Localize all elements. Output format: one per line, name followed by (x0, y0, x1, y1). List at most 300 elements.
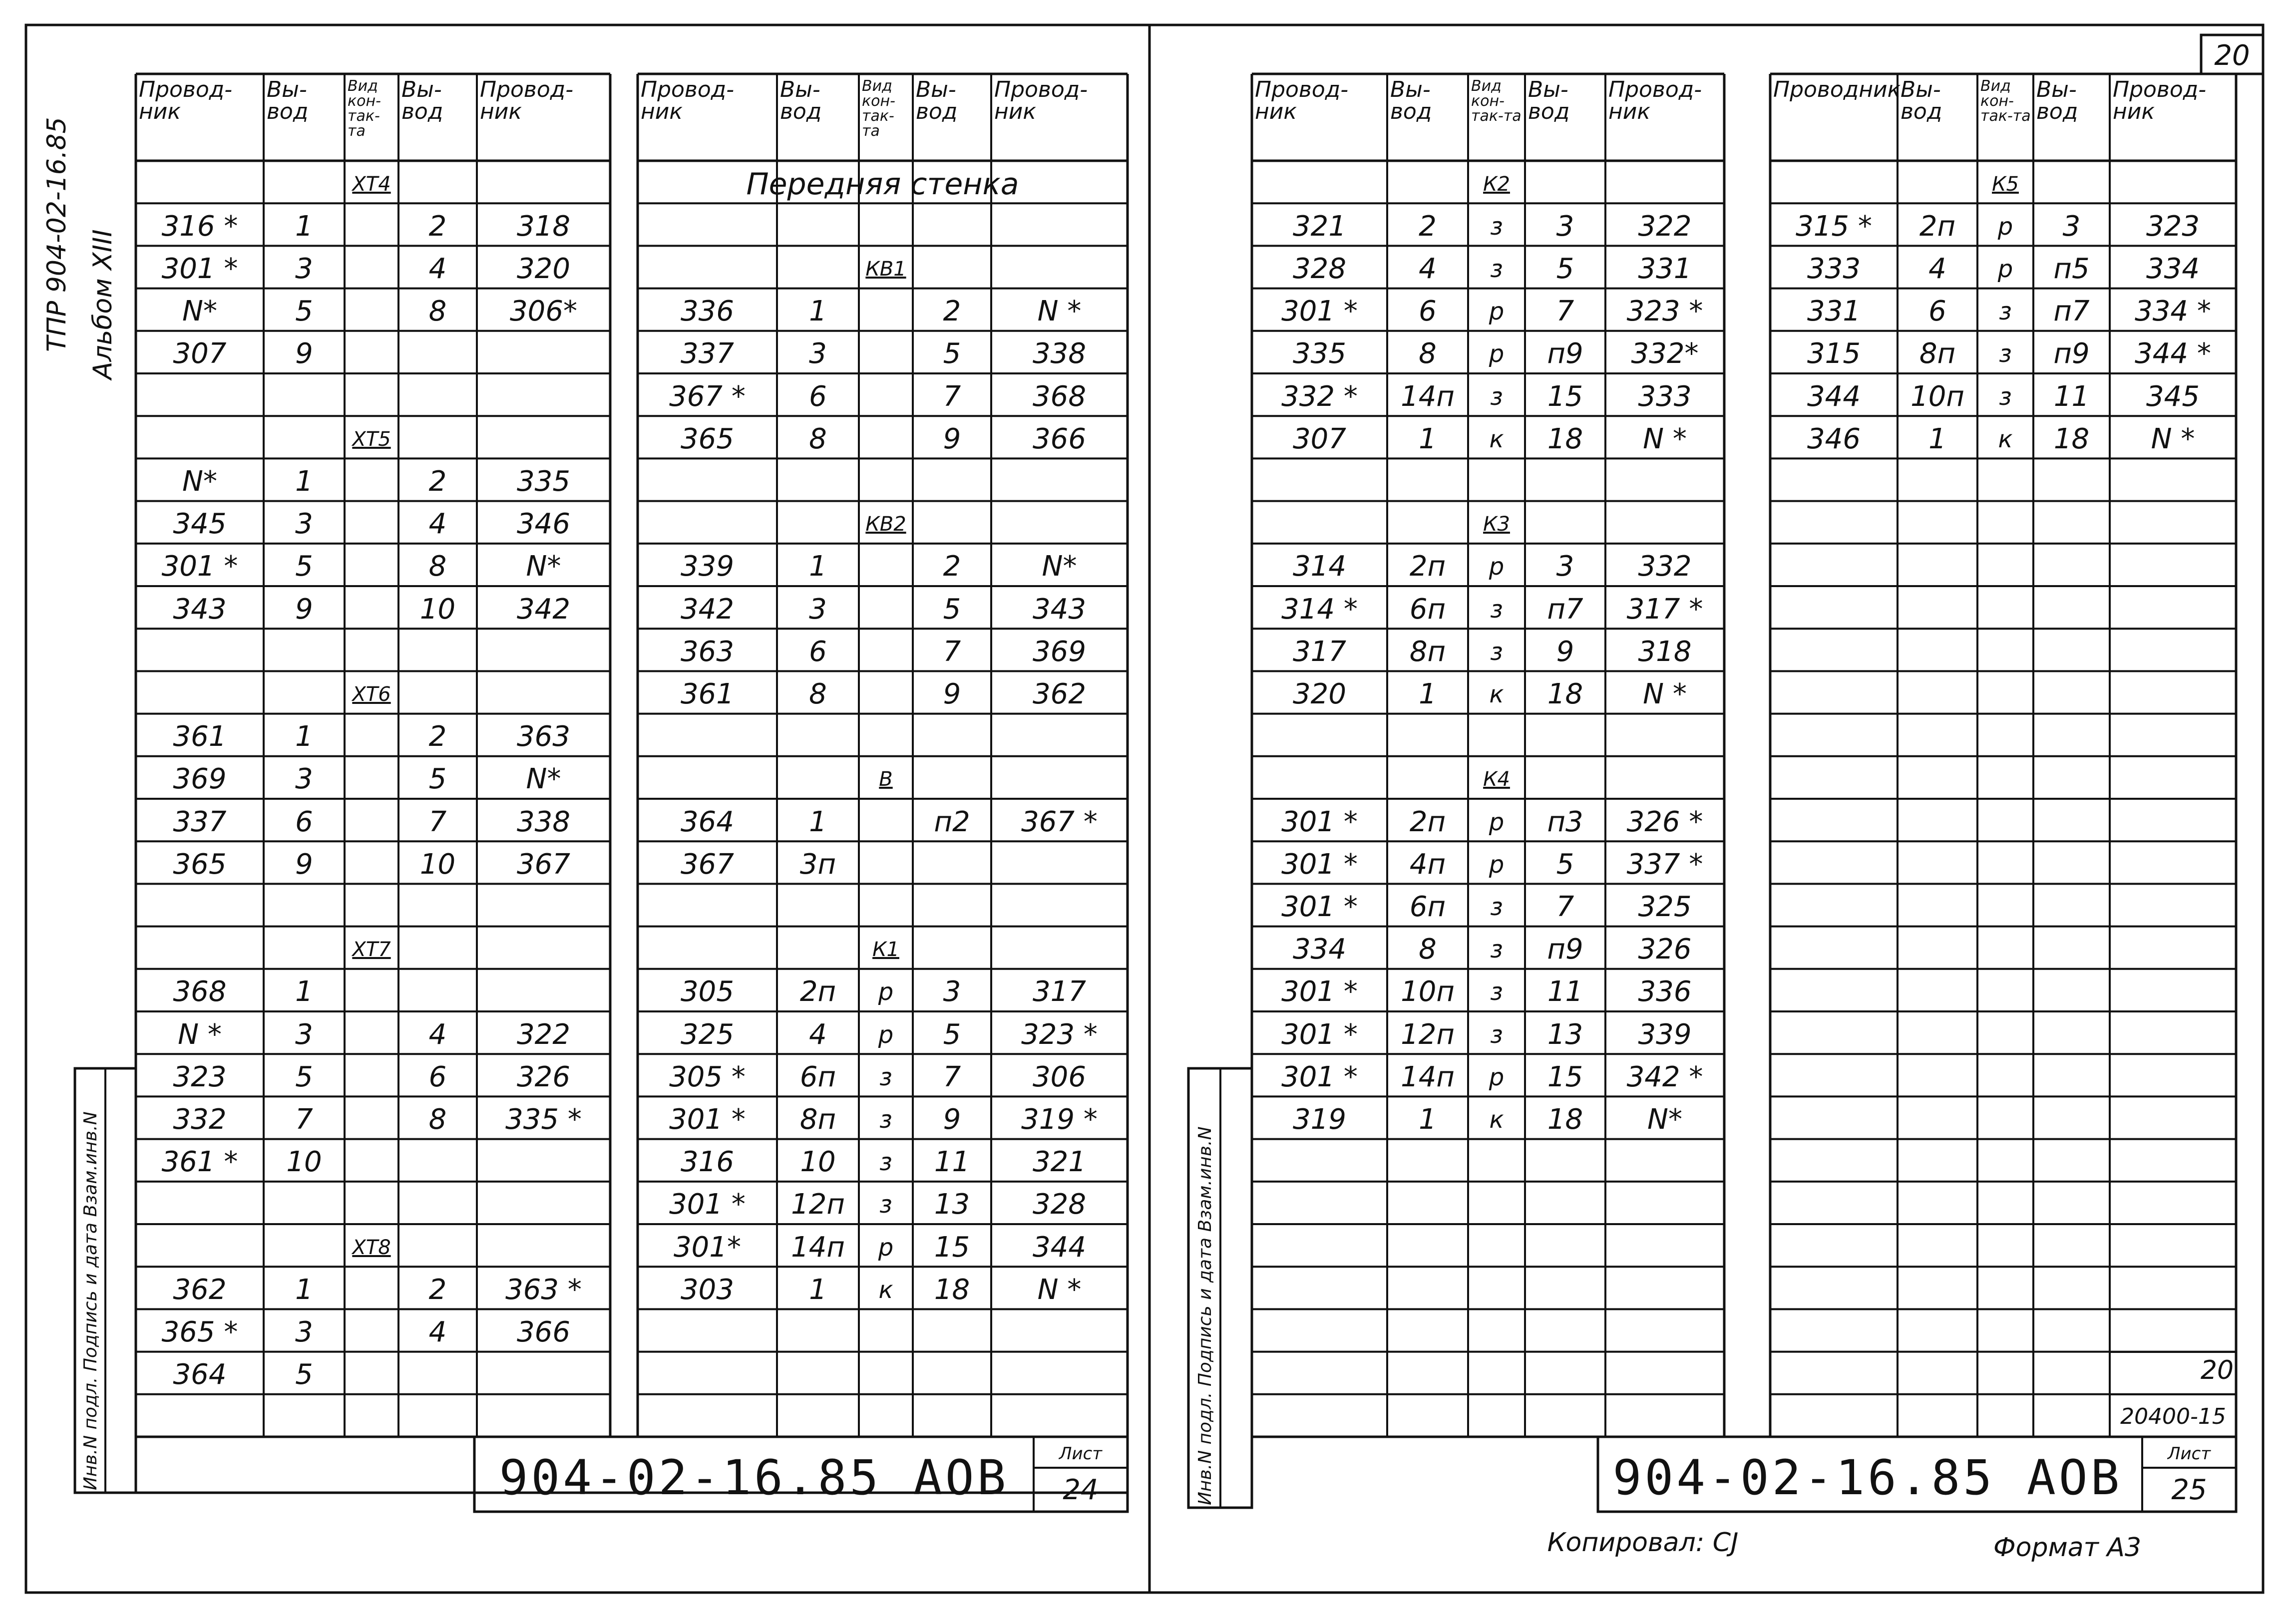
left-sheet-table-2-cell: 6 (809, 380, 827, 413)
right-sheet-table-1-cell: 15 (1547, 1060, 1583, 1093)
left-sheet-table-1-cell: 338 (517, 805, 570, 838)
right-sheet-table-2-header-4: Вы-вод (2036, 77, 2078, 124)
left-sheet-table-2-cell: 362 (1033, 678, 1086, 710)
right-sheet-table-1-cell: 337 * (1626, 848, 1703, 881)
left-sheet-table-2-cell: 321 (1033, 1146, 1086, 1179)
left-sheet-table-2-cell: 7 (943, 380, 961, 413)
left-sheet-table-2-cell: N* (1042, 550, 1077, 583)
left-sheet-table-2-cell: 14п (791, 1231, 845, 1264)
right-sheet-table-1-cell: р (1489, 808, 1505, 836)
left-sheet-table-2-header-2: Вы-вод (780, 77, 822, 124)
left-sheet-table-2-cell: з (879, 1191, 892, 1219)
left-sheet-table-2-cell: 9 (943, 1103, 961, 1136)
right-sheet-table-2-cell: 334 * (2135, 295, 2211, 328)
right-sheet-table-1-cell: к (1489, 680, 1504, 708)
left-sheet-table-1-cell: 5 (295, 295, 313, 328)
right-sheet-table-1-cell: 2п (1409, 805, 1446, 838)
right-sheet-table-1-cell: р (1489, 340, 1505, 368)
left-sheet-table-2-cell: 305 (681, 975, 734, 1008)
right-sheet-table-2-cell: 331 (1807, 295, 1861, 328)
right-sheet-table-2-cell: п9 (2053, 337, 2090, 370)
left-sheet-table-1-cell: 346 (517, 508, 570, 541)
right-sheet-table-1-cell: 18 (1547, 1103, 1583, 1136)
right-sheet-table-1-header-3: Вид кон-так-та (1471, 77, 1522, 125)
right-sheet-table-1-section-label: К4 (1483, 768, 1510, 791)
left-sheet-table-1-cell: N* (182, 465, 217, 498)
right-sheet-table-1-cell: 334 (1293, 933, 1346, 966)
right-sheet-table-2-cell: 333 (1807, 253, 1861, 285)
right-sheet-table-1-cell: р (1489, 850, 1505, 879)
right-sheet-table-1-cell: 11 (1547, 975, 1583, 1008)
left-sheet-table-2-section-title: Передняя стенка (746, 166, 1019, 202)
left-sheet-table-1-cell: 301 * (161, 550, 238, 583)
left-sheet-table-1-cell: 365 * (161, 1316, 238, 1348)
left-sheet-table-2-cell: 15 (934, 1231, 970, 1264)
left-sheet-table-1-cell: 5 (295, 1358, 313, 1391)
left-sheet-table-1-cell: 367 (517, 848, 570, 881)
left-sheet-table-2-cell: 3 (943, 975, 961, 1008)
right-sheet-table-1-header-5: Провод-ник (1608, 77, 1702, 124)
left-sheet-table-1-cell: 307 (173, 337, 227, 370)
right-sheet-table-1-cell: 301 * (1281, 975, 1358, 1008)
right-sheet-table-1-cell: 8 (1419, 933, 1437, 966)
left-side-stamp: Инв.N подл. Подпись и дата Взам.инв.N (80, 1111, 101, 1490)
left-sheet-table-2-section-label: К1 (872, 938, 899, 962)
left-sheet-table-2-cell: п2 (934, 805, 970, 838)
right-sheet-table-1-cell: 7 (1556, 891, 1574, 923)
left-sheet-table-2-cell: 365 (681, 422, 734, 455)
left-sheet-table-2-cell: 361 (681, 678, 734, 710)
right-sheet-table-2-cell: з (1999, 382, 2012, 411)
left-list-number: 24 (1063, 1474, 1099, 1506)
left-sheet-table-2-cell: 364 (681, 805, 734, 838)
left-sheet-table-1-section-label: XT6 (352, 683, 391, 706)
right-sheet-table-1-cell: 1 (1419, 1103, 1437, 1136)
left-sheet-table-2-cell: 3 (809, 593, 827, 626)
left-sheet-table-2-cell: 5 (943, 337, 961, 370)
left-sheet-table-1-cell: 335 * (505, 1103, 582, 1136)
right-sheet-table-1-cell: 8п (1409, 635, 1446, 668)
left-sheet-table-1-header-4: Вы-вод (401, 77, 443, 124)
left-sheet-table-1-cell: 1 (295, 210, 313, 243)
right-sheet-table-1-cell: п7 (1547, 593, 1583, 626)
left-sheet-table-1-cell: 1 (295, 975, 313, 1008)
left-sheet-table-1-cell: 3 (295, 763, 313, 796)
left-sheet-table-2-cell: 8п (799, 1103, 836, 1136)
left-sheet-table-1-cell: 6 (428, 1060, 447, 1093)
right-sheet-table-1-cell: 317 * (1626, 593, 1703, 626)
left-sheet-table-2-cell: 2п (799, 975, 836, 1008)
left-sheet-table-1-header-5: Провод-ник (480, 77, 574, 124)
right-sheet-table-1-cell: з (1490, 1020, 1503, 1049)
right-sheet-table-2-cell: 344 (1807, 380, 1861, 413)
left-sheet-table-1-cell: 4 (428, 1018, 447, 1051)
left-sheet-table-2-cell: 3 (809, 337, 827, 370)
left-sheet-table-2-cell: 7 (943, 1060, 961, 1093)
left-sheet-table-1-cell: 369 (173, 763, 227, 796)
left-sheet-table-1-cell: 1 (295, 465, 313, 498)
right-sheet-table-2-cell: 6 (1928, 295, 1946, 328)
left-sheet-table-2-cell: 10 (800, 1146, 836, 1179)
left-sheet-table-2-cell: 306 (1033, 1060, 1086, 1093)
left-sheet-table-2-header-4: Вы-вод (916, 77, 958, 124)
right-sheet-table-2-cell: N * (2151, 422, 2195, 455)
left-sheet-table-2-section-label: КВ1 (865, 258, 906, 281)
right-sheet-table-1-cell: 319 (1293, 1103, 1346, 1136)
left-sheet-table-2-cell: 1 (809, 550, 827, 583)
right-sheet-table-1-cell: 301 * (1281, 1018, 1358, 1051)
left-sheet-table-1-cell: 6 (295, 805, 313, 838)
left-sheet-table-2-cell: 7 (943, 635, 961, 668)
right-sheet-table-2-header-3: Вид кон-так-та (1980, 77, 2031, 125)
left-sheet-table-1-cell: 318 (517, 210, 570, 243)
right-sheet-table-2-cell: 10п (1910, 380, 1964, 413)
left-sheet-table-1-cell: 3 (295, 1316, 313, 1348)
right-sheet-table-1-cell: 322 (1638, 210, 1692, 243)
sheet-number: 20 (2214, 39, 2250, 72)
right-sheet-table-1-cell: 6п (1409, 593, 1446, 626)
right-sheet-table-1-cell: з (1490, 382, 1503, 411)
right-sheet-table-1-header-1: Провод-ник (1255, 77, 1349, 124)
left-sheet-table-2-cell: 9 (943, 422, 961, 455)
right-sheet-table-1-cell: з (1490, 978, 1503, 1006)
left-sheet-table-2-cell: 3п (799, 848, 836, 881)
left-sheet-table-1-cell: N * (178, 1018, 222, 1051)
left-side-title: ТПР 904-02-16.85 (42, 117, 72, 352)
left-sheet-table-1-cell: 3 (295, 1018, 313, 1051)
left-sheet-table-1-cell: 1 (295, 720, 313, 753)
left-sheet-table-1-cell: 8 (428, 550, 447, 583)
right-sheet-table-1-cell: 8 (1419, 337, 1437, 370)
left-sheet-table-1-cell: 363 (517, 720, 570, 753)
right-sheet-table-1-cell: 18 (1547, 678, 1583, 710)
left-sheet-table-1-cell: 3 (295, 508, 313, 541)
left-sheet-table-2-header-3: Вид кон-так-та (862, 77, 895, 140)
right-sheet-table-1-cell: з (1490, 936, 1503, 964)
left-sheet-table-1-cell: 10 (419, 848, 456, 881)
right-sheet-table-2-cell: р (1997, 212, 2013, 241)
sheet-border (26, 25, 2263, 1593)
left-sheet-table-2-cell: 367 * (669, 380, 746, 413)
left-sheet-table-2-cell: 8 (809, 678, 827, 710)
right-sheet-table-1-cell: 7 (1556, 295, 1574, 328)
right-sheet-table-2-cell: 1 (1928, 422, 1946, 455)
right-sheet-table-1-cell: 2 (1419, 210, 1437, 243)
left-sheet-table-2-cell: 5 (943, 1018, 961, 1051)
right-sheet-table-1-section-label: К2 (1483, 172, 1510, 196)
left-sheet-table-2-cell: 5 (943, 593, 961, 626)
left-sheet-table-1-cell: 364 (173, 1358, 227, 1391)
right-sheet-table-1-cell: 307 (1293, 422, 1346, 455)
right-sheet-table-1-cell: 5 (1556, 848, 1574, 881)
left-sheet-table-2-cell: 2 (943, 295, 961, 328)
copied-label: Копировал: СЈ (1547, 1528, 1739, 1558)
right-sheet-table-2-cell: 344 * (2135, 337, 2211, 370)
left-sheet-table-1-cell: 2 (428, 465, 447, 498)
right-sheet-table-1-cell: 325 (1638, 891, 1692, 923)
right-sheet-table-1-cell: 1 (1419, 678, 1437, 710)
left-sheet-table-2-cell: з (879, 1106, 892, 1134)
right-sheet-table-1-cell: N* (1647, 1103, 1682, 1136)
left-sheet-table-1-cell: 5 (295, 1060, 313, 1093)
right-sheet-table-2-cell: 323 (2146, 210, 2200, 243)
right-sheet-table-1-cell: 301 * (1281, 1060, 1358, 1093)
left-sheet-table-1-cell: 366 (517, 1316, 570, 1348)
left-sheet-table-1-cell: 342 (517, 593, 570, 626)
left-sheet-table-2-cell: 301 * (669, 1103, 746, 1136)
right-side-stamp: Инв.N подл. Подпись и дата Взам.инв.N (1195, 1126, 1215, 1505)
left-sheet-table-2-cell: 339 (681, 550, 734, 583)
right-small-number: 20 (2200, 1355, 2234, 1385)
right-sheet-table-2-cell: з (1999, 298, 2012, 326)
right-sheet-table-1-cell: 318 (1638, 635, 1692, 668)
right-sheet-table-1-cell: 332 * (1281, 380, 1358, 413)
left-sheet-table-2-cell: 1 (809, 295, 827, 328)
right-sheet-table-1-cell: 1 (1419, 422, 1437, 455)
left-sheet-table-2-cell: 317 (1033, 975, 1086, 1008)
left-sheet-table-2-cell: р (878, 1020, 894, 1049)
right-sheet-table-1-cell: 2п (1409, 550, 1446, 583)
right-sheet-table-2-cell: 2п (1919, 210, 1956, 243)
right-sheet-table-1-cell: 339 (1638, 1018, 1692, 1051)
right-sheet-table-1-cell: 301 * (1281, 805, 1358, 838)
left-sheet-table-1-cell: 368 (173, 975, 227, 1008)
archive-number: 20400-15 (2120, 1404, 2226, 1429)
left-sheet-table-1-cell: 301 * (161, 253, 238, 285)
right-sheet-table-2-cell: 334 (2146, 253, 2200, 285)
left-sheet-table-1-cell: 9 (295, 593, 313, 626)
left-sheet-table-1-cell: 361 (173, 720, 227, 753)
right-sheet-table-2-cell: 315 (1807, 337, 1861, 370)
right-sheet-table-1-cell: з (1490, 212, 1503, 241)
left-sheet-table-2-cell: N * (1037, 295, 1082, 328)
left-sheet-table-1-cell: 306* (510, 295, 577, 328)
right-sheet-table-1-cell: 333 (1638, 380, 1692, 413)
left-sheet-table-2-cell: 13 (934, 1188, 970, 1221)
right-sheet-table-1-cell: 314 (1293, 550, 1346, 583)
right-sheet-table-1-cell: 336 (1638, 975, 1692, 1008)
right-sheet-table-1-cell: 335 (1293, 337, 1346, 370)
right-sheet-table-1-cell: 301 * (1281, 295, 1358, 328)
left-sheet-table-1-cell: 332 (173, 1103, 227, 1136)
left-sheet-table-1-cell: N* (526, 763, 561, 796)
right-sheet-table-1-cell: к (1489, 1106, 1504, 1134)
left-sheet-table-2-cell: 8 (809, 422, 827, 455)
left-sheet-table-2-header-1: Провод-ник (641, 77, 735, 124)
right-list-number: 25 (2171, 1474, 2207, 1506)
left-sheet-table-1-cell: 2 (428, 1273, 447, 1306)
left-sheet-table-2-cell: з (879, 1148, 892, 1177)
left-list-label: Лист (1059, 1444, 1103, 1464)
left-sheet-table-2-cell: 325 (681, 1018, 734, 1051)
left-sheet-table-1-cell: 1 (295, 1273, 313, 1306)
left-sheet-table-2-section-label: КВ2 (865, 513, 906, 536)
right-sheet-table-1-cell: р (1489, 1063, 1505, 1091)
right-sheet-table-1-cell: к (1489, 425, 1504, 453)
left-sheet-table-1-cell: 2 (428, 210, 447, 243)
right-sheet-table-1-cell: 4 (1419, 253, 1437, 285)
left-sheet-table-2-cell: 1 (809, 805, 827, 838)
left-doc-code: 904-02-16.85 АОВ (499, 1450, 1009, 1506)
left-sheet-table-1-cell: N* (182, 295, 217, 328)
left-sheet-table-1-cell: 5 (428, 763, 447, 796)
left-sheet-table-2-cell: 4 (809, 1018, 827, 1051)
left-sheet-table-1-cell: 337 (173, 805, 227, 838)
right-sheet-table-1-cell: 326 * (1626, 805, 1703, 838)
left-sheet-table-2-cell: 301 * (669, 1188, 746, 1221)
right-sheet-table-2-cell: р (1997, 255, 2013, 283)
left-sheet-table-2-cell: 366 (1033, 422, 1086, 455)
left-sheet-table-2-cell: 367 * (1021, 805, 1098, 838)
left-sheet-table-2-cell: 6п (799, 1060, 836, 1093)
right-sheet-table-1-cell: 18 (1547, 422, 1583, 455)
right-sheet-table-1-cell: 328 (1293, 253, 1346, 285)
right-sheet-table-1-cell: 314 * (1281, 593, 1358, 626)
right-sheet-table-2-cell: 18 (2053, 422, 2090, 455)
right-sheet-table-2-cell: 346 (1807, 422, 1861, 455)
left-sheet-table-2-header-5: Провод-ник (994, 77, 1088, 124)
right-sheet-table-1-cell: 13 (1547, 1018, 1583, 1051)
format-label: Формат А3 (1993, 1533, 2142, 1563)
right-sheet-table-1-cell: 14п (1401, 380, 1455, 413)
left-sheet-table-2-cell: 328 (1033, 1188, 1086, 1221)
right-sheet-table-1-header-2: Вы-вод (1390, 77, 1432, 124)
left-sheet-table-1-cell: 322 (517, 1018, 570, 1051)
left-sheet-table-1-cell: 8 (428, 1103, 447, 1136)
right-sheet-table-1-section-label: К3 (1483, 513, 1510, 536)
left-sheet-table-2-cell: 338 (1033, 337, 1086, 370)
right-sheet-table-1-cell: р (1489, 553, 1505, 581)
right-sheet-table-2-section-label: К5 (1992, 172, 2019, 196)
left-sheet-table-1-cell: 361 * (161, 1146, 238, 1179)
left-sheet-table-2-cell: 369 (1033, 635, 1086, 668)
right-sheet-table-2-cell: 3 (2062, 210, 2081, 243)
right-doc-code: 904-02-16.85 АОВ (1612, 1450, 2123, 1506)
left-sheet-table-1-cell: 4 (428, 508, 447, 541)
left-sheet-table-1-cell: 5 (295, 550, 313, 583)
left-sheet-table-2-cell: 1 (809, 1273, 827, 1306)
right-sheet-table-1-cell: N * (1643, 422, 1687, 455)
left-sheet-table-2-cell: 301* (674, 1231, 741, 1264)
left-sheet-table-1-cell: 345 (173, 508, 227, 541)
right-sheet-table-1-cell: 342 * (1626, 1060, 1703, 1093)
left-sheet-table-2-cell: 6 (809, 635, 827, 668)
left-sheet-table-2-cell: 9 (943, 678, 961, 710)
left-sheet-table-1-header-1: Провод-ник (139, 77, 233, 124)
right-sheet-table-1-cell: 9 (1556, 635, 1574, 668)
left-sheet-table-2-cell: 343 (1033, 593, 1086, 626)
right-sheet-table-1-cell: 6 (1419, 295, 1437, 328)
right-list-label: Лист (2167, 1444, 2211, 1464)
right-sheet-table-1-cell: п9 (1547, 933, 1583, 966)
left-sheet-table-2-cell: 342 (681, 593, 734, 626)
left-sheet-table-2-cell: 337 (681, 337, 734, 370)
left-sheet-table-1-cell: 4 (428, 1316, 447, 1348)
left-side-album: Альбом XIII (88, 229, 118, 379)
left-sheet-table-2-cell: к (878, 1276, 893, 1304)
left-sheet-table-2-cell: з (879, 1063, 892, 1091)
right-sheet-table-1-cell: з (1490, 638, 1503, 666)
left-sheet-table-2-cell: 323 * (1021, 1018, 1098, 1051)
left-sheet-table-2-cell: 18 (934, 1273, 970, 1306)
right-sheet-table-1-cell: 15 (1547, 380, 1583, 413)
right-sheet-table-1-cell: 6п (1409, 891, 1446, 923)
right-sheet-table-1-cell: 3 (1556, 550, 1574, 583)
left-sheet-table-1-cell: 363 * (505, 1273, 582, 1306)
right-sheet-table-1-cell: 323 * (1626, 295, 1703, 328)
right-sheet-table-2-cell: з (1999, 340, 2012, 368)
left-sheet-table-1-cell: 3 (295, 253, 313, 285)
right-sheet-table-1-cell: 320 (1293, 678, 1346, 710)
right-sheet-table-1-cell: з (1490, 893, 1503, 921)
right-sheet-table-2-cell: 4 (1928, 253, 1946, 285)
right-sheet-table-1-cell: 317 (1293, 635, 1346, 668)
right-sheet-table-1-cell: п9 (1547, 337, 1583, 370)
left-sheet-table-2-section-label: В (879, 768, 893, 791)
right-sheet-table-2-cell: 345 (2146, 380, 2200, 413)
left-sheet-table-2-cell: р (878, 978, 894, 1006)
left-sheet-table-1-cell: 362 (173, 1273, 227, 1306)
right-sheet-table-1-cell: 12п (1401, 1018, 1455, 1051)
left-sheet-table-1-header-3: Вид кон-так-та (348, 77, 381, 140)
left-sheet-table-2-cell: 305 * (669, 1060, 746, 1093)
left-sheet-table-1-cell: N* (526, 550, 561, 583)
left-sheet-table-1-cell: 10 (286, 1146, 322, 1179)
right-sheet-table-1-cell: р (1489, 298, 1505, 326)
right-sheet-table-1-header-4: Вы-вод (1528, 77, 1570, 124)
left-sheet-table-2-cell: 363 (681, 635, 734, 668)
left-sheet-table-1-cell: 4 (428, 253, 447, 285)
right-sheet-table-1-cell: 3 (1556, 210, 1574, 243)
right-sheet-table-1-cell: 301 * (1281, 848, 1358, 881)
right-sheet-table-2-cell: 315 * (1796, 210, 1872, 243)
left-sheet-table-1-cell: 316 * (161, 210, 238, 243)
left-sheet-table-2-cell: 368 (1033, 380, 1086, 413)
left-sheet-table-2-cell: р (878, 1233, 894, 1262)
left-sheet-table-1-cell: 2 (428, 720, 447, 753)
right-sheet-table-1-cell: 14п (1401, 1060, 1455, 1093)
right-sheet-table-2-cell: п7 (2053, 295, 2090, 328)
right-sheet-table-1-cell: з (1490, 255, 1503, 283)
left-sheet-table-2-cell: 367 (681, 848, 734, 881)
left-sheet-table-2-cell: 336 (681, 295, 734, 328)
left-sheet-table-2-cell: 11 (934, 1146, 970, 1179)
left-sheet-table-1-cell: 326 (517, 1060, 570, 1093)
right-sheet-table-1-cell: п3 (1547, 805, 1583, 838)
right-sheet-table-1-cell: 326 (1638, 933, 1692, 966)
right-sheet-table-1-cell: N * (1643, 678, 1687, 710)
right-sheet-table-1-cell: 332* (1631, 337, 1699, 370)
left-sheet-table-1-section-label: XT7 (352, 938, 391, 962)
left-sheet-table-2-cell: 344 (1033, 1231, 1086, 1264)
left-sheet-table-1-cell: 335 (517, 465, 570, 498)
left-sheet-table-1-cell: 343 (173, 593, 227, 626)
left-sheet-table-1-cell: 323 (173, 1060, 227, 1093)
left-sheet-table-2-cell: 316 (681, 1146, 734, 1179)
left-sheet-table-1-cell: 7 (295, 1103, 313, 1136)
left-sheet-table-1-header-2: Вы-вод (267, 77, 309, 124)
left-sheet-table-1-cell: 365 (173, 848, 227, 881)
right-sheet-table-1-cell: з (1490, 595, 1503, 624)
left-sheet-table-1-cell: 9 (295, 337, 313, 370)
right-sheet-table-1-cell: 4п (1409, 848, 1446, 881)
left-sheet-table-2-cell: 12п (791, 1188, 845, 1221)
right-sheet-table-2-header-2: Вы-вод (1901, 77, 1942, 124)
left-sheet-table-2-cell: N * (1037, 1273, 1082, 1306)
right-sheet-table-2-header-5: Провод-ник (2113, 77, 2207, 124)
left-sheet-table-2-cell: 319 * (1021, 1103, 1098, 1136)
left-sheet-table-1-cell: 8 (428, 295, 447, 328)
